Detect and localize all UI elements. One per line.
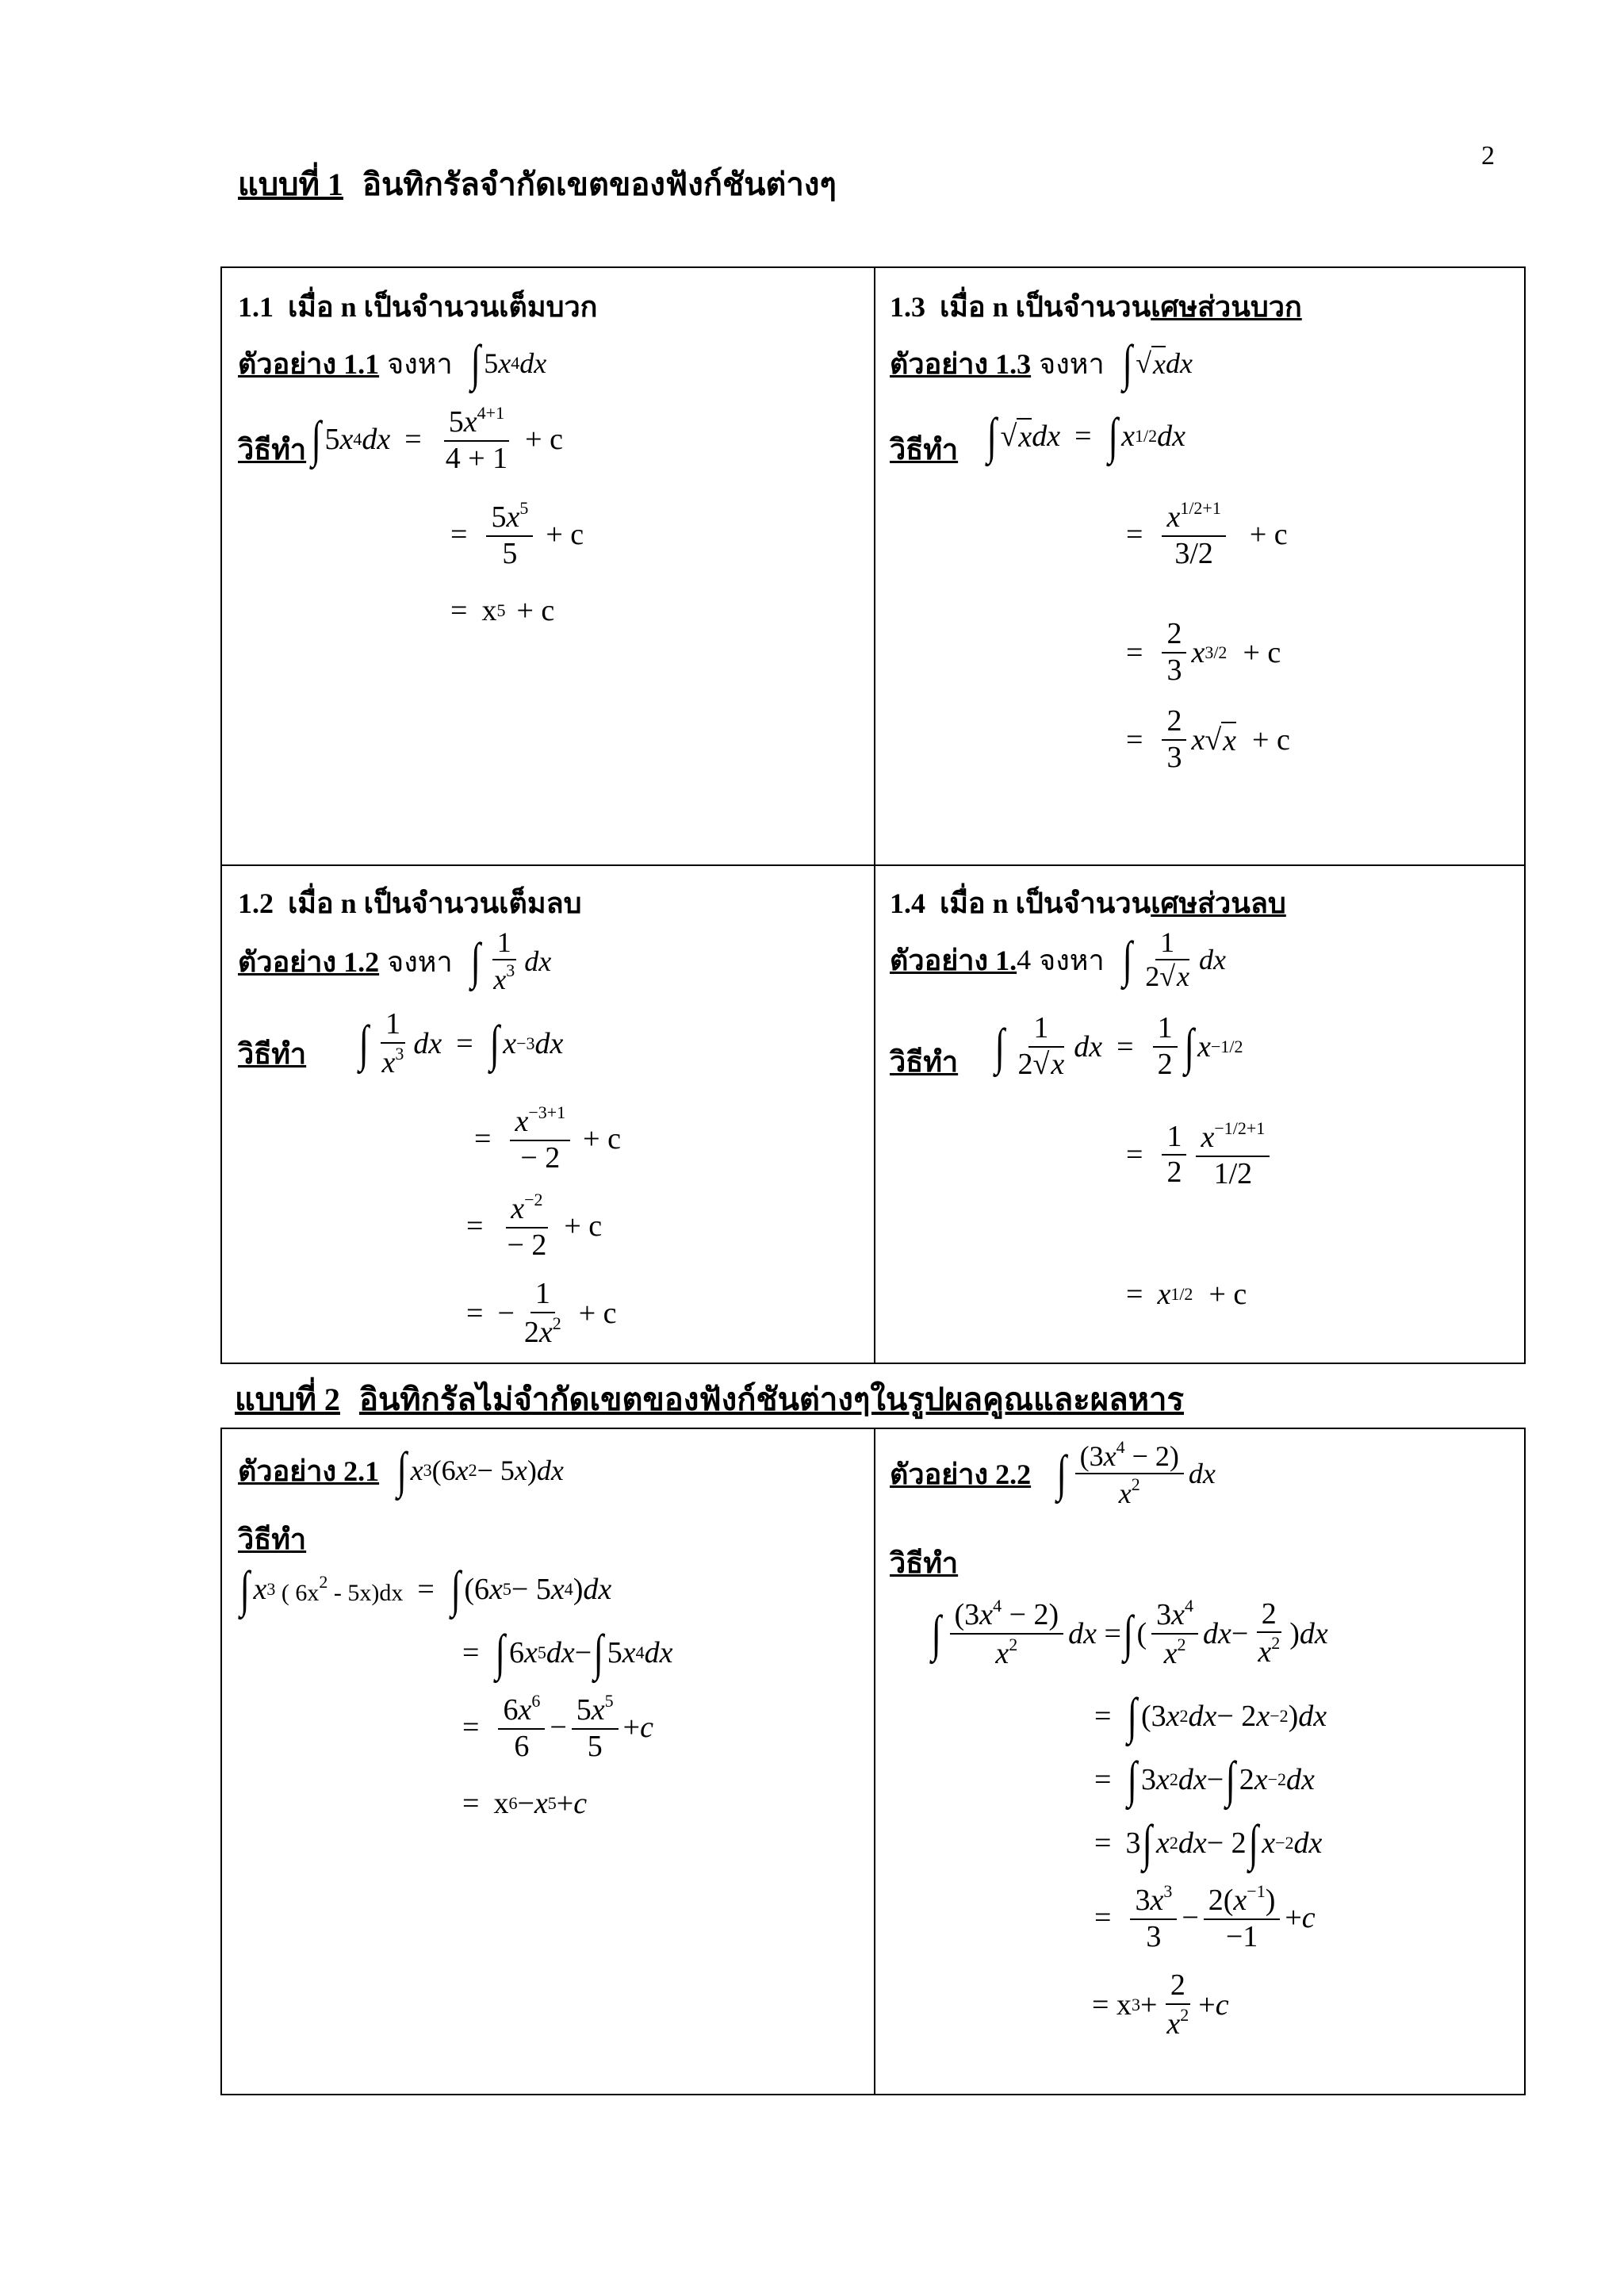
section-1-text: อินทิกรัลจำกัดเขตของฟังก์ชันต่างๆ xyxy=(362,167,837,202)
step-1-1-c: = x 5 + c xyxy=(450,594,555,627)
cell-1-1-heading-text: เมื่อ n เป็นจำนวนเต็มบวก xyxy=(288,291,598,323)
example-1-2: ตัวอย่าง 1.2 จงหา ∫ $\frac{1}{x^3}$ dx xyxy=(238,926,552,996)
step-1-1-a: ∫ 5 x 4 dx = $\frac{5x^{4+1}}{4 + 1}$ + c xyxy=(311,403,563,475)
example-1-3: ตัวอย่าง 1.3 จงหา ∫ √ x dx xyxy=(890,335,1193,391)
step-2-2-b: = ∫ (3 x 2 dx − 2 x −2 ) dx xyxy=(1094,1688,1327,1744)
solution-label: วิธีทำ xyxy=(238,434,307,466)
step-2-2-a: ∫ $\frac{(3x^4 - 2)}{x^2}$ dx = ∫ ( $\frac{3x^4}{x^2}$ dx − $\frac{2}{x^2}$ ) dx xyxy=(931,1596,1328,1670)
cell-1-2 xyxy=(238,880,864,1356)
example-label: ตัวอย่าง 1.1 xyxy=(238,347,380,380)
section-1-title xyxy=(238,159,837,209)
step-2-1-a: ∫ x 3 ( $6x^2 - 5x)dx$ = ∫ (6 x 5 − 5 x 4 ) dx xyxy=(239,1561,612,1617)
section-1-table xyxy=(220,266,1526,1364)
cell-2-1 xyxy=(238,1437,864,2087)
solution-label: วิธีทำ xyxy=(238,1524,307,1555)
section-1-label: แบบที่ 1 xyxy=(238,167,343,202)
example-label: ตัวอย่าง 1.3 xyxy=(890,347,1032,380)
step-1-3-c: = $\frac{2}{3}$ x 3/2 + c xyxy=(1126,617,1281,687)
solution-label: วิธีทำ xyxy=(890,1547,959,1579)
example-label: ตัวอย่าง 1. xyxy=(890,944,1017,976)
example-2-2: ตัวอย่าง 2.2 ∫ $\frac{(3x^4 - 2)}{x^2}$ dx xyxy=(890,1437,1216,1510)
example-label: ตัวอย่าง 2.1 xyxy=(238,1455,380,1487)
cell-1-3 xyxy=(890,284,1516,855)
cell-1-2-number: 1.2 xyxy=(238,887,274,919)
step-1-3-b: = $\frac{x^{1/2+1}}{3/2}$ + c xyxy=(1126,498,1288,570)
cell-1-4-heading-underlined: เศษส่วนลบ xyxy=(1151,887,1286,919)
cell-1-3-number: 1.3 xyxy=(890,291,925,323)
cell-1-1-number: 1.1 xyxy=(238,291,274,323)
solution-label: วิธีทำ xyxy=(238,1038,307,1070)
example-1-4: ตัวอย่าง 1. 4 จงหา ∫ $\frac{1}{2√x}$ dx xyxy=(890,926,1226,993)
cell-1-4-heading xyxy=(890,880,1286,926)
step-2-1-b: = ∫ 6 x 5 dx − ∫ 5 x 4 dx xyxy=(462,1624,673,1681)
section-2-title xyxy=(235,1374,1184,1424)
cell-1-2-heading-text: เมื่อ n เป็นจำนวนเต็มลบ xyxy=(288,887,582,919)
example-verb: จงหา xyxy=(387,347,453,380)
cell-1-4 xyxy=(890,880,1516,1356)
step-1-2-d: = − $\frac{1}{2x^2}$ + c xyxy=(466,1277,617,1349)
solution-label: วิธีทำ xyxy=(890,1046,959,1078)
cell-1-3-heading xyxy=(890,284,1302,329)
step-1-4-a: ∫ $\frac{1}{2√x}$ dx = $\frac{1}{2}$ ∫ x −1/2 xyxy=(994,1011,1243,1081)
cell-1-3-heading-text: เมื่อ n เป็นจำนวน xyxy=(940,291,1151,323)
step-1-2-c: = $\frac{x^{-2}}{- 2}$ + c xyxy=(466,1190,603,1262)
example-verb: จงหา xyxy=(1039,347,1105,380)
page-number: 2 xyxy=(1481,141,1495,171)
solution-label: วิธีทำ xyxy=(890,434,959,466)
cell-1-3-heading-underlined: เศษส่วนบวก xyxy=(1151,291,1302,323)
example-1-1: ตัวอย่าง 1.1 จงหา ∫ 5 x 4 dx xyxy=(238,335,547,391)
cell-1-1-heading xyxy=(238,284,597,329)
example-2-1: ตัวอย่าง 2.1 ∫ x 3 (6 x 2 − 5 x ) dx xyxy=(238,1442,564,1498)
step-1-4-b: = $\frac{1}{2}$ $\frac{x^{-1/2+1}}{1/2}$ xyxy=(1112,1118,1274,1191)
example-label: ตัวอย่าง 1.2 xyxy=(238,945,380,978)
step-1-2-a: ∫ $\frac{1}{x^3}$ dx = ∫ x −3 dx xyxy=(358,1007,564,1079)
step-2-2-c: = ∫ 3 x 2 dx − ∫ 2 x −2 dx xyxy=(1094,1751,1315,1807)
cell-1-4-heading-text: เมื่อ n เป็นจำนวน xyxy=(940,887,1151,919)
step-1-1-b: = $\frac{5x^5}{5}$ + c xyxy=(450,498,584,570)
step-1-3-d: = $\frac{2}{3}$ x √ x + c xyxy=(1126,704,1290,774)
example-verb: จงหา xyxy=(1039,944,1105,976)
step-1-4-c: = x 1/2 + c xyxy=(1126,1278,1247,1311)
section-2-text: อินทิกรัลไม่จำกัดเขตของฟังก์ชันต่างๆในรูปผลคูณและผลหาร xyxy=(358,1382,1184,1417)
step-2-2-d: = 3 ∫ x 2 dx − 2 ∫ x −2 dx xyxy=(1094,1815,1323,1871)
section-2-label: แบบที่ 2 xyxy=(235,1382,340,1417)
cell-1-2-heading xyxy=(238,880,582,926)
step-1-3-a: ∫ √ x dx = ∫ x 1/2 dx xyxy=(986,408,1185,464)
step-2-1-c: = $\frac{6x^6}{6}$ − $\frac{5x^5}{5}$ + c xyxy=(462,1691,653,1763)
example-label: ตัวอย่าง 2.2 xyxy=(890,1458,1032,1490)
cell-1-1 xyxy=(238,284,864,855)
example-label-tail: 4 xyxy=(1017,944,1032,976)
step-2-1-d: = x 6 − x 5 + c xyxy=(462,1787,588,1820)
example-verb: จงหา xyxy=(387,945,453,978)
step-1-2-b: = $\frac{x^{-3+1}}{- 2}$ + c xyxy=(474,1102,621,1175)
cell-2-2 xyxy=(890,1437,1516,2087)
cell-1-4-number: 1.4 xyxy=(890,887,925,919)
step-2-2-f: = x 3 + $\frac{2}{x^2}$ + c xyxy=(1092,1968,1229,2041)
section-2-table xyxy=(220,1428,1526,2095)
step-2-2-e: = $\frac{3x^3}{3}$ − $\frac{2(x^{-1})}{-1}$ + c xyxy=(1094,1881,1316,1953)
